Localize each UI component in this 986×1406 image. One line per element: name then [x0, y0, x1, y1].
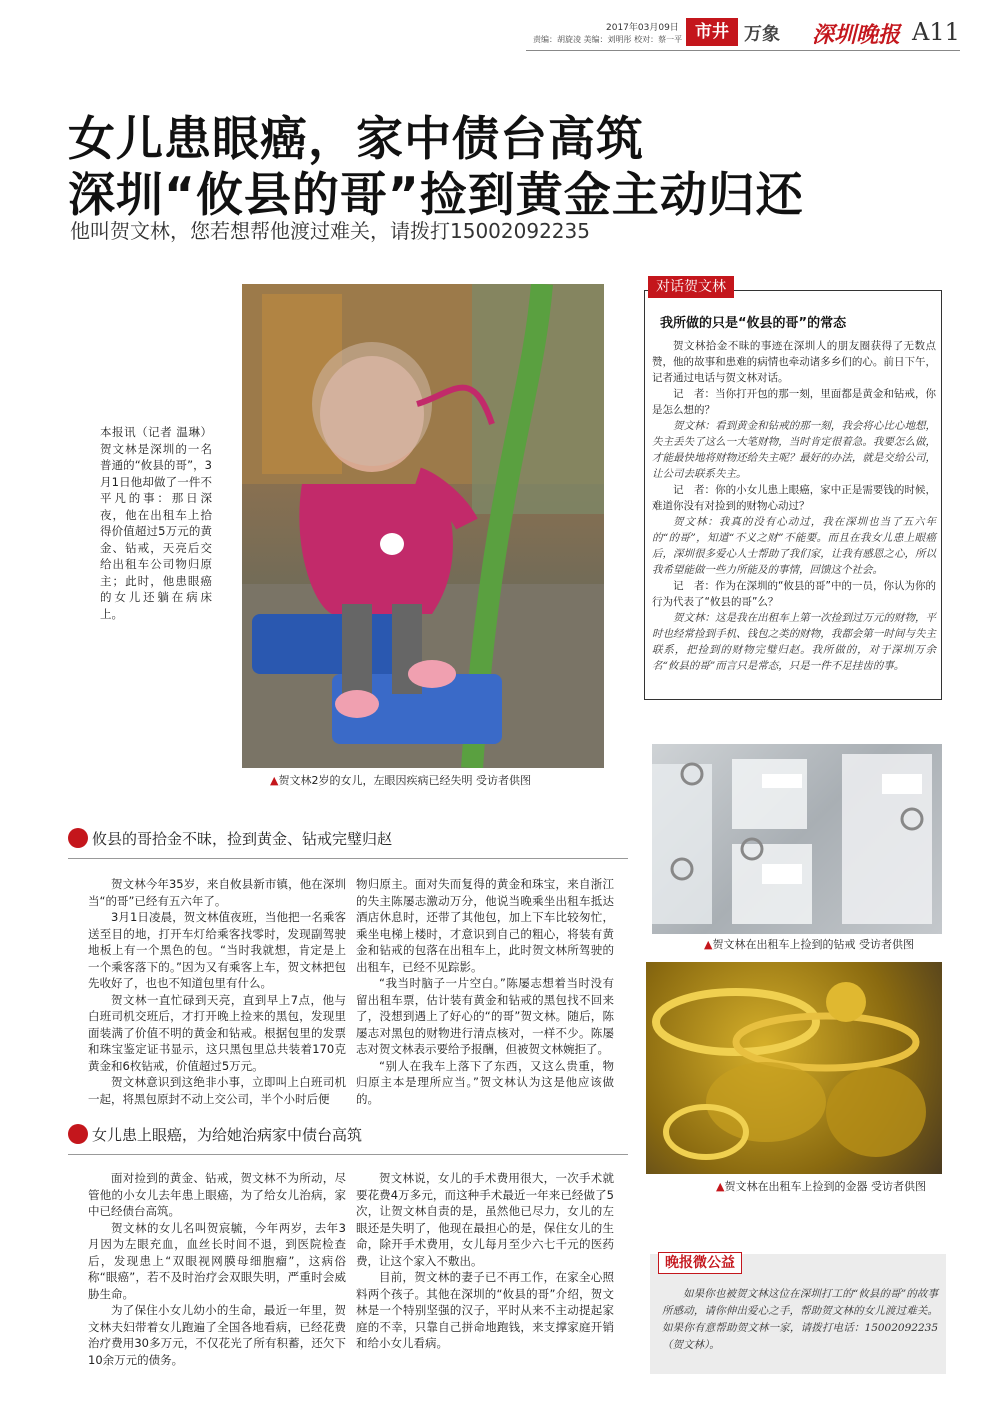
header-divider	[526, 50, 960, 51]
body-paragraph: “别人在我车上落下了东西，又这么贵重，物归原主本是理所应当。”贺文林认为这是他应该做的。	[356, 1058, 614, 1106]
dialogue-body	[652, 338, 936, 674]
section-1-divider	[68, 858, 628, 859]
section-subtag: 万象	[744, 24, 780, 45]
ring-photo-caption: ▲贺文林在出租车上捡到的钻戒 受访者供图	[704, 938, 914, 951]
body-paragraph: 物归原主。面对失而复得的黄金和珠宝，来自浙江的失主陈屡志激动万分，他说当晚乘坐出租车抵达酒店休息时，还带了其他包，加上下车比较匆忙，乘坐电梯上楼时，才意识到自己的粗心，将装有黄金和钻戒的包落在出租车上，此时贺文林所驾驶的出租车，已经不见踪影。	[356, 877, 614, 974]
body-paragraph: 3月1日凌晨，贺文林值夜班，当他把一名乘客送至目的地，打开车灯给乘客找零时，发现副驾驶地板上有一个黑色的包。“当时我就想，肯定是上一个乘客落下的。”因为又有乘客上车，贺文林把包先收好了，也也不知道包里有什么。	[88, 910, 346, 990]
headline-line-1: 女儿患眼癌，家中债台高筑	[68, 112, 644, 167]
body-paragraph: 贺文林的女儿名叫贺宸毓，今年两岁，去年3月因为左眼充血，血丝长时间不退，到医院检查后，发现患上“双眼视网膜母细胞瘤”，这病俗称“眼癌”，若不及时治疗会双眼失明，严重时会威胁生命。	[88, 1220, 346, 1301]
gold-photo-caption: ▲贺文林在出租车上捡到的金器 受访者供图	[716, 1180, 926, 1193]
dialogue-answer: 贺文林：我真的没有心动过，我在深圳也当了五六年的“的哥”，知道“不义之财”不能要。而且在我女儿患上眼癌后，深圳很多爱心人士帮助了我们家，让我有感恩之心，所以我希望能做一些力所能及的事情，回馈这个社会。	[652, 516, 936, 576]
caption-triangle-icon: ▲	[704, 938, 713, 951]
section-bullet-icon	[68, 828, 88, 848]
body-paragraph: 贺文林今年35岁，来自攸县新市镇，他在深圳当“的哥”已经有五六年了。	[88, 877, 346, 908]
dialogue-answer: 贺文林：这是我在出租车上第一次捡到过万元的财物，平时也经常捡到手机、钱包之类的财物，我都会第一时间与失主联系，把捡到的财物完璧归赵。我所做的，对于深圳万余名“攸县的哥”而言只是常态，只是一件不足挂齿的事。	[652, 612, 936, 672]
subheadline: 他叫贺文林，您若想帮他渡过难关，请拨打15002092235	[70, 219, 590, 243]
dialogue-title: 我所做的只是“攸县的哥”的常态	[660, 316, 847, 331]
section-2-divider	[68, 1154, 628, 1155]
gold-photo	[646, 962, 942, 1174]
body-paragraph: “我当时脑子一片空白。”陈屡志想着当时没有留出租车票，估计装有黄金和钻戒的黑包找不回来了，没想到遇上了好心的“的哥”贺文林。随后，陈屡志对黑包的财物进行清点核对，一样不少。陈屡志对贺文林表示要给予报酬，但被贺文林婉拒了。	[356, 976, 614, 1056]
section-bullet-icon	[68, 1124, 88, 1144]
body-paragraph: 贺文林一直忙碌到天亮，直到早上7点，他与白班司机交班后，才打开晚上捡来的黑包，发现里面装满了价值不明的黄金和钻戒。根据包里的发票和珠宝鉴定证书显示，这只黑包里总共装着170克黄金和6枚钻戒，价值超过5万元。	[88, 992, 346, 1073]
section-2-column-1	[88, 1170, 346, 1368]
dialogue-tag: 对话贺文林	[648, 276, 734, 298]
section-1-column-1	[88, 876, 346, 1107]
dialogue-question: 记 者：作为在深圳的“攸县的哥”中的一员，你认为你的行为代表了“攸县的哥”么？	[652, 580, 936, 608]
editor-credit: 责编：胡旋凌 美编：刘明彤 校对：蔡一平	[533, 35, 683, 44]
dialogue-question: 记 者：当你打开包的那一刻，里面都是黄金和钻戒，你是怎么想的？	[652, 388, 936, 416]
charity-text: 如果你也被贺文林这位在深圳打工的“攸县的哥”的故事所感动，请你伸出爱心之手，帮助贺文林的女儿渡过难关。如果你有意帮助贺文林一家，请拨打电话：15002092235（贺文林）。	[662, 1288, 938, 1351]
ring-photo	[652, 744, 942, 934]
girl-photo-caption: ▲贺文林2岁的女儿，左眼因疾病已经失明 受访者供图	[270, 774, 531, 787]
section-2-heading: 女儿患上眼癌，为给她治病家中债台高筑	[68, 1124, 362, 1145]
body-paragraph: 贺文林说，女儿的手术费用很大，一次手术就要花费4万多元，而这种手术最近一年来已经做了5次，让贺文林自责的是，虽然他已尽力，女儿的左眼还是失明了，他现在最担心的是，保住女儿的生命，除开手术费用，女儿每月至少六七千元的医药费，让这个家入不敷出。	[356, 1171, 614, 1268]
section-tag: 市井	[686, 18, 738, 46]
section-1-heading: 攸县的哥拾金不昧，捡到黄金、钻戒完璧归赵	[68, 828, 392, 849]
charity-tag: 晚报微公益	[658, 1252, 742, 1274]
headline-line-2: 深圳“攸县的哥”捡到黄金主动归还	[68, 168, 804, 223]
caption-triangle-icon: ▲	[716, 1180, 725, 1193]
body-paragraph: 为了保住小女儿幼小的生命，最近一年里，贺文林夫妇带着女儿跑遍了全国各地看病，已经花费治疗费用30多万元，不仅花光了所有积蓄，还欠下10余万元的债务。	[88, 1303, 346, 1367]
dialogue-paragraph: 贺文林拾金不昧的事迹在深圳人的朋友圈获得了无数点赞，他的故事和患难的病情也牵动诸多乡们的心。前日下午，记者通过电话与贺文林对话。	[652, 340, 936, 384]
body-paragraph: 贺文林意识到这绝非小事，立即叫上白班司机一起，将黑包原封不动上交公司，半个小时后便	[88, 1075, 346, 1106]
girl-photo	[242, 284, 604, 768]
dialogue-question: 记 者：你的小女儿患上眼癌，家中正是需要钱的时候，难道你没有对捡到的财物心动过？	[652, 484, 936, 512]
caption-triangle-icon: ▲	[270, 774, 279, 787]
newspaper-logo: 深圳晚报	[812, 22, 901, 48]
ring-photo-illustration	[652, 744, 942, 934]
issue-date: 2017年03月09日	[606, 23, 679, 33]
page-number: A11	[912, 18, 960, 46]
body-paragraph: 面对捡到的黄金、钻戒，贺文林不为所动，尽管他的小女儿去年患上眼癌，为了给女儿治病，家中已经债台高筑。	[88, 1171, 346, 1218]
section-1-column-2	[356, 876, 614, 1107]
body-paragraph: 目前，贺文林的妻子已不再工作，在家全心照料两个孩子。其他在深圳的“攸县的哥”介绍，贺文林是一个特别坚强的汉子，平时从来不主动提起家庭的不幸，只靠自己拼命地跑钱，来支撑家庭开销和给小女儿看病。	[356, 1270, 614, 1350]
intro-paragraph: 本报讯（记者 温琳）贺文林是深圳的一名普通的“攸县的哥”，3月1日他却做了一件不平凡的事：那日深夜，他在出租车上拾得价值超过5万元的黄金、钻戒，天亮后交给出租车公司物归原主；此时，他患眼癌的女儿还躺在病床上。	[100, 425, 212, 621]
section-2-column-2	[356, 1170, 614, 1352]
girl-photo-illustration	[242, 284, 604, 768]
gold-photo-illustration	[646, 962, 942, 1174]
dialogue-answer: 贺文林：看到黄金和钻戒的那一刻，我会将心比心地想，失主丢失了这么一大笔财物，当时肯定很着急。我要怎么做，才能最快地将财物还给失主呢？最好的办法，就是交给公司，让公司去联系失主。	[652, 420, 936, 480]
